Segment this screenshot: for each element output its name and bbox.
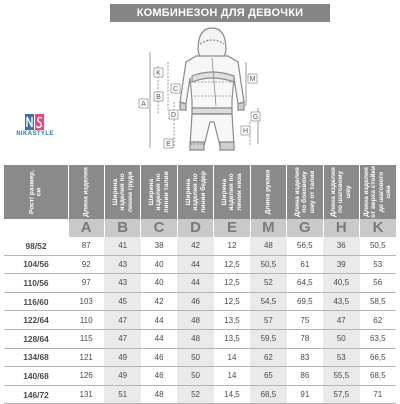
col-header: Ширина изделия по линии талии: [141, 165, 177, 219]
legs-shape: [190, 114, 234, 146]
table-cell: 47: [104, 311, 140, 330]
table-cell: 48: [141, 385, 177, 404]
table-cell: 39: [323, 255, 359, 274]
jumpsuit-outline: [180, 28, 244, 150]
table-cell: 46: [141, 367, 177, 386]
table-cell: 64,5: [287, 274, 323, 293]
table-cell: 42: [177, 237, 213, 255]
col-letter: E: [214, 219, 250, 237]
table-row: [4, 311, 396, 330]
table-cell: 46: [177, 292, 213, 311]
table-cell: 47: [104, 329, 140, 348]
col-header: Ширина изделия по линии груди: [104, 165, 140, 219]
table-row: [4, 274, 396, 293]
table-cell: 14: [214, 367, 250, 386]
table-cell: 121: [68, 348, 104, 367]
table-cell: 14: [214, 348, 250, 367]
size-cell: 98/52: [4, 237, 68, 255]
table-cell: 59,5: [250, 329, 286, 348]
col-header: Длина рукава: [250, 165, 286, 219]
table-cell: 110: [68, 311, 104, 330]
table-cell: 65: [250, 367, 286, 386]
size-header: Рост/ размер, см: [4, 165, 68, 219]
col-letter: M: [250, 219, 286, 237]
table-cell: 52: [177, 385, 213, 404]
table-row: [4, 367, 396, 386]
size-cell: 122/64: [4, 311, 68, 330]
table-cell: 126: [68, 367, 104, 386]
left-cuff: [190, 142, 204, 150]
size-cell: 140/68: [4, 367, 68, 386]
svg-text:B: B: [156, 94, 161, 101]
col-letter: D: [177, 219, 213, 237]
size-cell: 104/56: [4, 255, 68, 274]
size-cell: 128/64: [4, 329, 68, 348]
table-cell: 44: [177, 255, 213, 274]
col-letter: B: [104, 219, 140, 237]
table-cell: 87: [68, 237, 104, 255]
table-cell: 68,5: [250, 385, 286, 404]
table-cell: 68,5: [360, 367, 397, 386]
size-cell: 134/68: [4, 348, 68, 367]
right-mitten: [238, 102, 244, 110]
size-chart-table: [4, 165, 396, 404]
table-cell: 43: [104, 274, 140, 293]
label-c: [171, 84, 180, 93]
table-cell: 40,5: [323, 274, 359, 293]
col-letter: C: [141, 219, 177, 237]
table-cell: 83: [287, 348, 323, 367]
table-cell: 12: [214, 237, 250, 255]
label-h: [241, 126, 250, 135]
table-cell: 12,5: [214, 255, 250, 274]
col-header: Ширина изделия по линии низа: [214, 165, 250, 219]
label-k: [154, 68, 163, 77]
table-cell: 44: [141, 311, 177, 330]
table-cell: 62: [360, 311, 397, 330]
svg-text:D: D: [170, 112, 177, 119]
table-row: [4, 385, 396, 404]
table-cell: 42: [141, 292, 177, 311]
table-cell: 45: [104, 292, 140, 311]
col-header: Длина изделия от верха стойки до шагового шва: [360, 165, 397, 219]
table-header-row: [4, 165, 396, 219]
size-cell: 116/60: [4, 292, 68, 311]
table-cell: 47: [323, 311, 359, 330]
table-cell: 43,5: [323, 292, 359, 311]
table-cell: 40: [141, 274, 177, 293]
table-row: [4, 255, 396, 274]
table-cell: 91: [287, 385, 323, 404]
page-title: КОМБИНЕЗОН ДЛЯ ДЕВОЧКИ: [110, 4, 330, 22]
table-row: [4, 237, 396, 255]
table-cell: 52: [250, 274, 286, 293]
size-cell: 110/56: [4, 274, 68, 293]
table-cell: 12,5: [214, 292, 250, 311]
table-cell: 50,5: [250, 255, 286, 274]
table-cell: 38: [141, 237, 177, 255]
table-cell: 44: [177, 274, 213, 293]
brand-logo: [5, 114, 65, 137]
letter-cell-empty: [4, 219, 68, 237]
svg-text:M: M: [249, 76, 256, 83]
table-cell: 57: [250, 311, 286, 330]
table-cell: 14,5: [214, 385, 250, 404]
brand-name: NIKASTYLE: [16, 131, 54, 137]
col-letter: H: [323, 219, 359, 237]
table-cell: 63,5: [360, 329, 397, 348]
table-cell: 41: [104, 237, 140, 255]
table-cell: 131: [68, 385, 104, 404]
table-cell: 49: [104, 367, 140, 386]
table-cell: 48: [177, 329, 213, 348]
table-cell: 53: [360, 255, 397, 274]
svg-text:H: H: [242, 128, 249, 135]
table-cell: 50,5: [360, 237, 397, 255]
col-header: Длина изделия по боковому шву от талии: [287, 165, 323, 219]
table-row: [4, 348, 396, 367]
table-cell: 115: [68, 329, 104, 348]
label-m: [248, 74, 257, 83]
table-cell: 53: [323, 348, 359, 367]
svg-text:E: E: [166, 141, 171, 148]
label-a: [139, 99, 148, 108]
col-header: Длина изделия по шаговому шву: [323, 165, 359, 219]
waist-belt: [192, 108, 232, 114]
table-cell: 56: [360, 274, 397, 293]
table-cell: 54,5: [250, 292, 286, 311]
col-letter: K: [360, 219, 397, 237]
col-header: Ширина изделия по линии бедер: [177, 165, 213, 219]
table-cell: 36: [323, 237, 359, 255]
table-cell: 103: [68, 292, 104, 311]
table-cell: 57,5: [323, 385, 359, 404]
table-cell: 44: [141, 329, 177, 348]
table-cell: 78: [287, 329, 323, 348]
table-cell: 97: [68, 274, 104, 293]
label-b: [154, 92, 163, 101]
svg-text:C: C: [172, 86, 179, 93]
jumpsuit-measurement-diagram: [0, 22, 400, 162]
table-letter-row: [4, 219, 396, 237]
table-body: [4, 237, 396, 404]
hood-shape: [198, 28, 226, 58]
table-cell: 48: [177, 311, 213, 330]
table-cell: 12,5: [214, 274, 250, 293]
table-row: [4, 292, 396, 311]
table-cell: 50: [177, 348, 213, 367]
table-cell: 40: [141, 255, 177, 274]
table-cell: 61: [287, 255, 323, 274]
col-letter: G: [287, 219, 323, 237]
table-cell: 75: [287, 311, 323, 330]
table-cell: 48: [250, 237, 286, 255]
table-cell: 66,5: [360, 348, 397, 367]
table-cell: 69,5: [287, 292, 323, 311]
table-cell: 62: [250, 348, 286, 367]
right-cuff: [220, 142, 234, 150]
size-cell: 146/72: [4, 385, 68, 404]
table-cell: 13,5: [214, 329, 250, 348]
table-cell: 71: [360, 385, 397, 404]
table-cell: 49: [104, 348, 140, 367]
col-letter: A: [68, 219, 104, 237]
label-d: [169, 110, 178, 119]
left-mitten: [180, 102, 186, 110]
table-row: [4, 329, 396, 348]
table-cell: 13,5: [214, 311, 250, 330]
label-e: [164, 139, 173, 148]
table-cell: 46: [141, 348, 177, 367]
table-cell: 50: [323, 329, 359, 348]
svg-text:K: K: [156, 70, 161, 77]
table-cell: 92: [68, 255, 104, 274]
table-cell: 43: [104, 255, 140, 274]
label-g: [251, 112, 260, 121]
svg-text:A: A: [141, 101, 146, 108]
table-cell: 50: [177, 367, 213, 386]
table-cell: 56,5: [287, 237, 323, 255]
svg-text:G: G: [252, 114, 259, 121]
table-cell: 51: [104, 385, 140, 404]
nikastyle-logo-icon: [25, 114, 45, 130]
table-cell: 58,5: [360, 292, 397, 311]
col-header: Длина изделия: [68, 165, 104, 219]
table-cell: 86: [287, 367, 323, 386]
table-cell: 55,5: [323, 367, 359, 386]
